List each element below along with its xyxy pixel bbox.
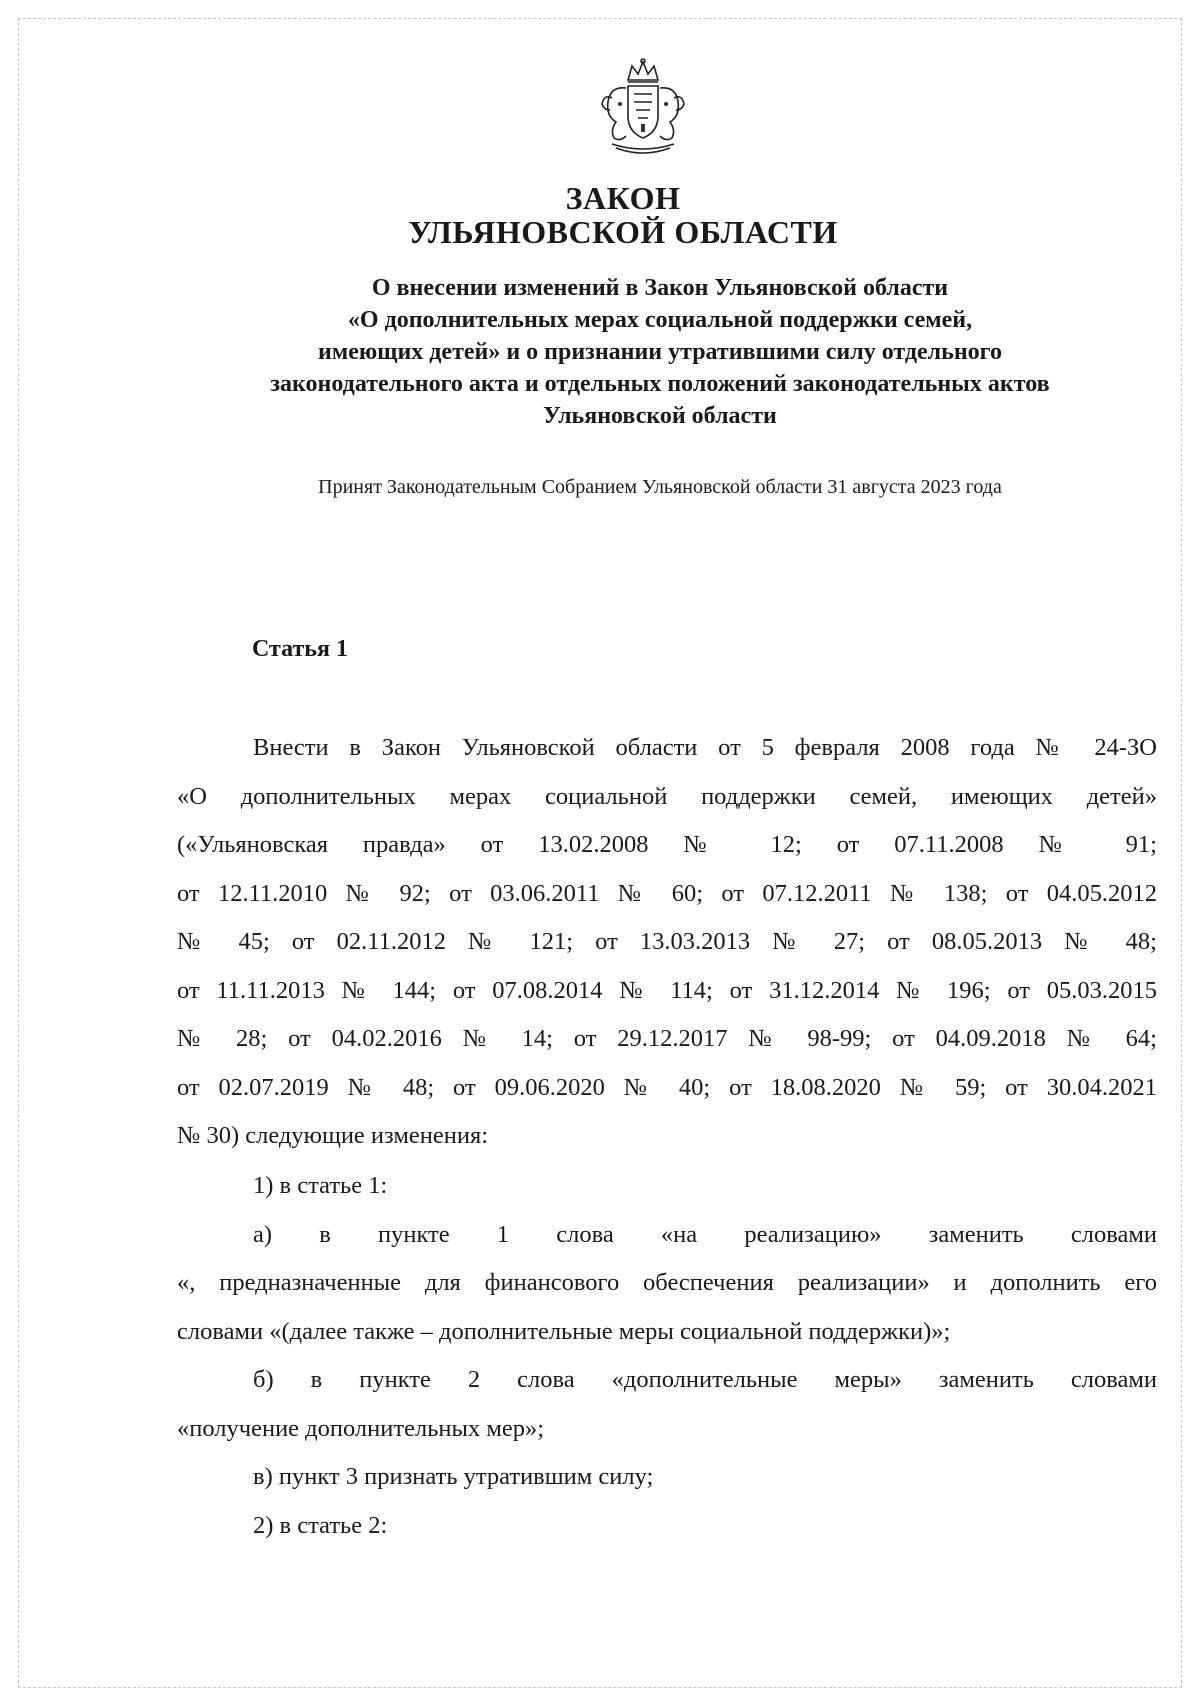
document-title-line1: ЗАКОН [565,180,681,216]
paragraph-line: № 45; от 02.11.2012 № 121; от 13.03.2013 № 27; от 08.05.2013 № 48; [177,928,1157,955]
document-title-line2: УЛЬЯНОВСКОЙ ОБЛАСТИ [408,214,838,250]
paragraph-line: № 30) следующие изменения: [177,1122,489,1149]
paragraph-line: Внести в Закон Ульяновской области от 5 февраля 2008 года № 24-ЗО [253,734,1157,761]
article-heading: Статья 1 [252,636,348,662]
paragraph-line: от 02.07.2019 № 48; от 09.06.2020 № 40; от 18.08.2020 № 59; от 30.04.2021 [177,1073,1157,1101]
paragraph-line: № 28; от 04.02.2016 № 14; от 29.12.2017 № 98-99; от 04.09.2018 № 64; [177,1025,1157,1052]
item-line: в) пункт 3 признать утратившим силу; [253,1463,654,1490]
coat-of-arms-emblem [598,58,688,158]
item-line: 2) в статье 2: [253,1511,388,1539]
item-line: б) в пункте 2 слова «дополнительные меры» заменить словами [253,1366,1157,1393]
subject-line: «О дополнительных мерах социальной поддержки семей, [347,307,973,333]
paragraph-line: «О дополнительных мерах социальной поддержки семей, имеющих детей» [177,782,1157,810]
item-line: 1) в статье 1: [253,1172,388,1199]
adoption-statement: Принят Законодательным Собранием Ульяновской области 31 августа 2023 года [318,476,1002,498]
paragraph-line: от 11.11.2013 № 144; от 07.08.2014 № 114; от 31.12.2014 № 196; от 05.03.2015 [177,976,1157,1004]
item-line: словами «(далее также – дополнительные меры социальной поддержки)»; [177,1317,951,1345]
item-line: «получение дополнительных мер»; [177,1414,544,1442]
paragraph-line: от 12.11.2010 № 92; от 03.06.2011 № 60; от 07.12.2011 № 138; от 04.05.2012 [177,879,1157,907]
paragraph-line: («Ульяновская правда» от 13.02.2008 № 12; от 07.11.2008 № 91; [177,831,1157,858]
item-line: а) в пункте 1 слова «на реализацию» заменить словами [253,1220,1157,1248]
amendment-items [177,1162,1157,1550]
article-paragraph [177,724,1157,1161]
subject-line: законодательного акта и отдельных положений законодательных актов [270,371,1050,397]
subject-line: имеющих детей» и о признании утратившими силу отдельного [318,339,1002,365]
item-line: «, предназначенные для финансового обеспечения реализации» и дополнить его [177,1269,1157,1296]
subject-line: О внесении изменений в Закон Ульяновской области [371,275,949,301]
law-subject [170,272,1150,432]
subject-line: Ульяновской области [543,403,777,429]
